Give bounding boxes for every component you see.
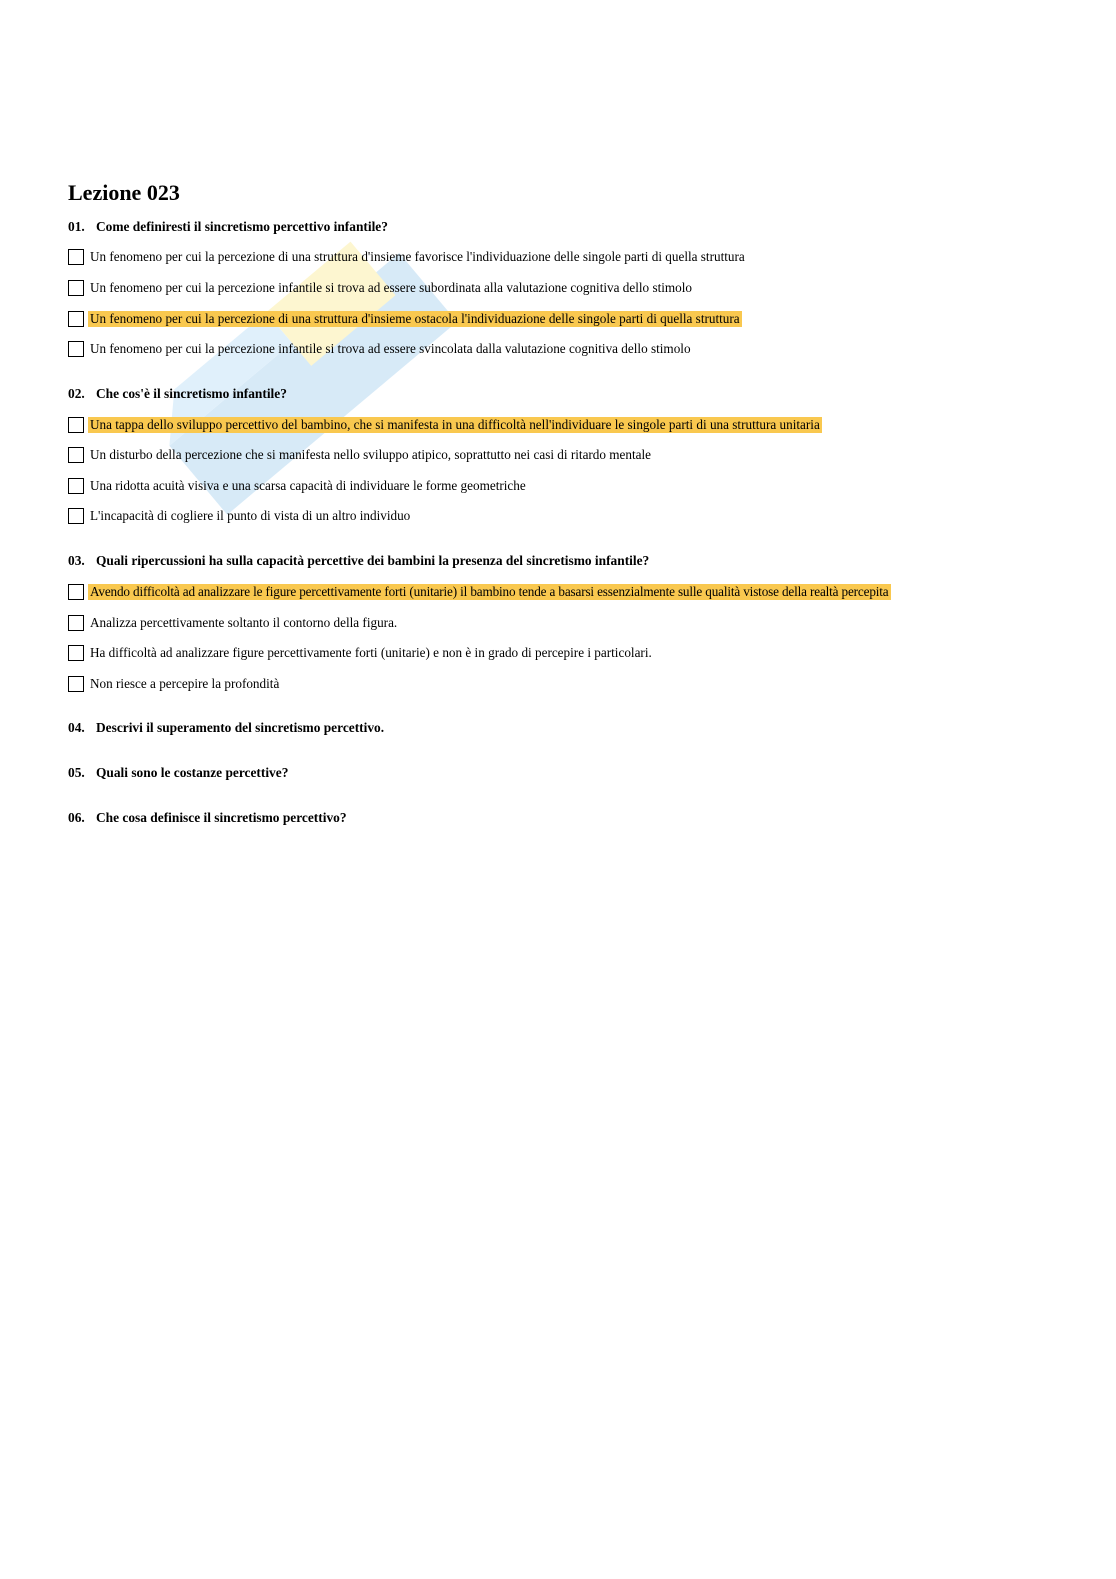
checkbox[interactable] <box>68 447 84 463</box>
question-heading <box>68 386 287 402</box>
answer-option[interactable] <box>68 675 281 693</box>
answer-option[interactable] <box>68 446 653 464</box>
answer-option[interactable] <box>68 644 654 662</box>
checkbox[interactable] <box>68 280 84 296</box>
option-text: Un fenomeno per cui la percezione di una struttura d'insieme favorisce l'individuazione delle singole parti di quella struttura <box>90 249 745 264</box>
checkbox[interactable] <box>68 249 84 265</box>
question-05 <box>68 765 288 781</box>
question-text: Che cosa definisce il sincretismo percettivo? <box>96 810 347 825</box>
answer-option[interactable] <box>68 507 412 525</box>
option-text: L'incapacità di cogliere il punto di vista di un altro individuo <box>90 508 411 523</box>
question-04 <box>68 720 384 736</box>
question-text: Che cos'è il sincretismo infantile? <box>96 386 287 401</box>
answer-option[interactable] <box>68 279 694 297</box>
option-text: Un fenomeno per cui la percezione infantile si trova ad essere svincolata dalla valutazione cognitiva dello stimolo <box>90 341 691 356</box>
option-text: Un fenomeno per cui la percezione infantile si trova ad essere subordinata alla valutazione cognitiva dello stimolo <box>90 280 693 295</box>
option-text: Analizza percettivamente soltanto il contorno della figura. <box>90 615 398 630</box>
checkbox[interactable] <box>68 311 84 327</box>
question-text: Come definiresti il sincretismo percettivo infantile? <box>96 219 388 234</box>
checkbox[interactable] <box>68 584 84 600</box>
checkbox[interactable] <box>68 341 84 357</box>
question-number: 03. <box>68 553 85 568</box>
question-text: Quali ripercussioni ha sulla capacità percettive dei bambini la presenza del sincretismo infantile? <box>96 553 650 568</box>
answer-option[interactable] <box>68 477 528 495</box>
option-text-highlighted: Avendo difficoltà ad analizzare le figure percettivamente forti (unitarie) il bambino tende a basarsi essenzialmente sulle qualità vistose della realtà percepita <box>90 584 889 599</box>
answer-option-correct[interactable] <box>68 310 742 328</box>
question-text: Quali sono le costanze percettive? <box>96 765 289 780</box>
option-text: Ha difficoltà ad analizzare figure percettivamente forti (unitarie) e non è in grado di percepire i particolari. <box>90 645 652 660</box>
question-number: 04. <box>68 720 85 735</box>
question-number: 05. <box>68 765 85 780</box>
answer-option-correct[interactable] <box>68 416 822 434</box>
question-number: 01. <box>68 219 85 234</box>
checkbox[interactable] <box>68 615 84 631</box>
answer-option[interactable] <box>68 614 399 632</box>
question-06 <box>68 810 347 826</box>
question-heading <box>68 553 649 569</box>
checkbox[interactable] <box>68 478 84 494</box>
question-number: 06. <box>68 810 85 825</box>
option-text: Un disturbo della percezione che si manifesta nello sviluppo atipico, soprattutto nei casi di ritardo mentale <box>90 447 652 462</box>
question-number: 02. <box>68 386 85 401</box>
option-text: Una ridotta acuità visiva e una scarsa capacità di individuare le forme geometriche <box>90 478 526 493</box>
answer-option-correct[interactable] <box>68 583 891 601</box>
page-title: Lezione 023 <box>68 180 180 205</box>
question-heading <box>68 219 388 235</box>
option-text-highlighted: Un fenomeno per cui la percezione di una struttura d'insieme ostacola l'individuazione delle singole parti di quella struttura <box>90 311 740 326</box>
option-text-highlighted: Una tappa dello sviluppo percettivo del bambino, che si manifesta in una difficoltà nell'individuare le singole parti di una struttura unitaria <box>90 417 820 432</box>
answer-option[interactable] <box>68 248 747 266</box>
checkbox[interactable] <box>68 417 84 433</box>
checkbox[interactable] <box>68 508 84 524</box>
answer-option[interactable] <box>68 340 693 358</box>
option-text: Non riesce a percepire la profondità <box>90 676 280 691</box>
checkbox[interactable] <box>68 676 84 692</box>
checkbox[interactable] <box>68 645 84 661</box>
question-text: Descrivi il superamento del sincretismo percettivo. <box>96 720 385 735</box>
